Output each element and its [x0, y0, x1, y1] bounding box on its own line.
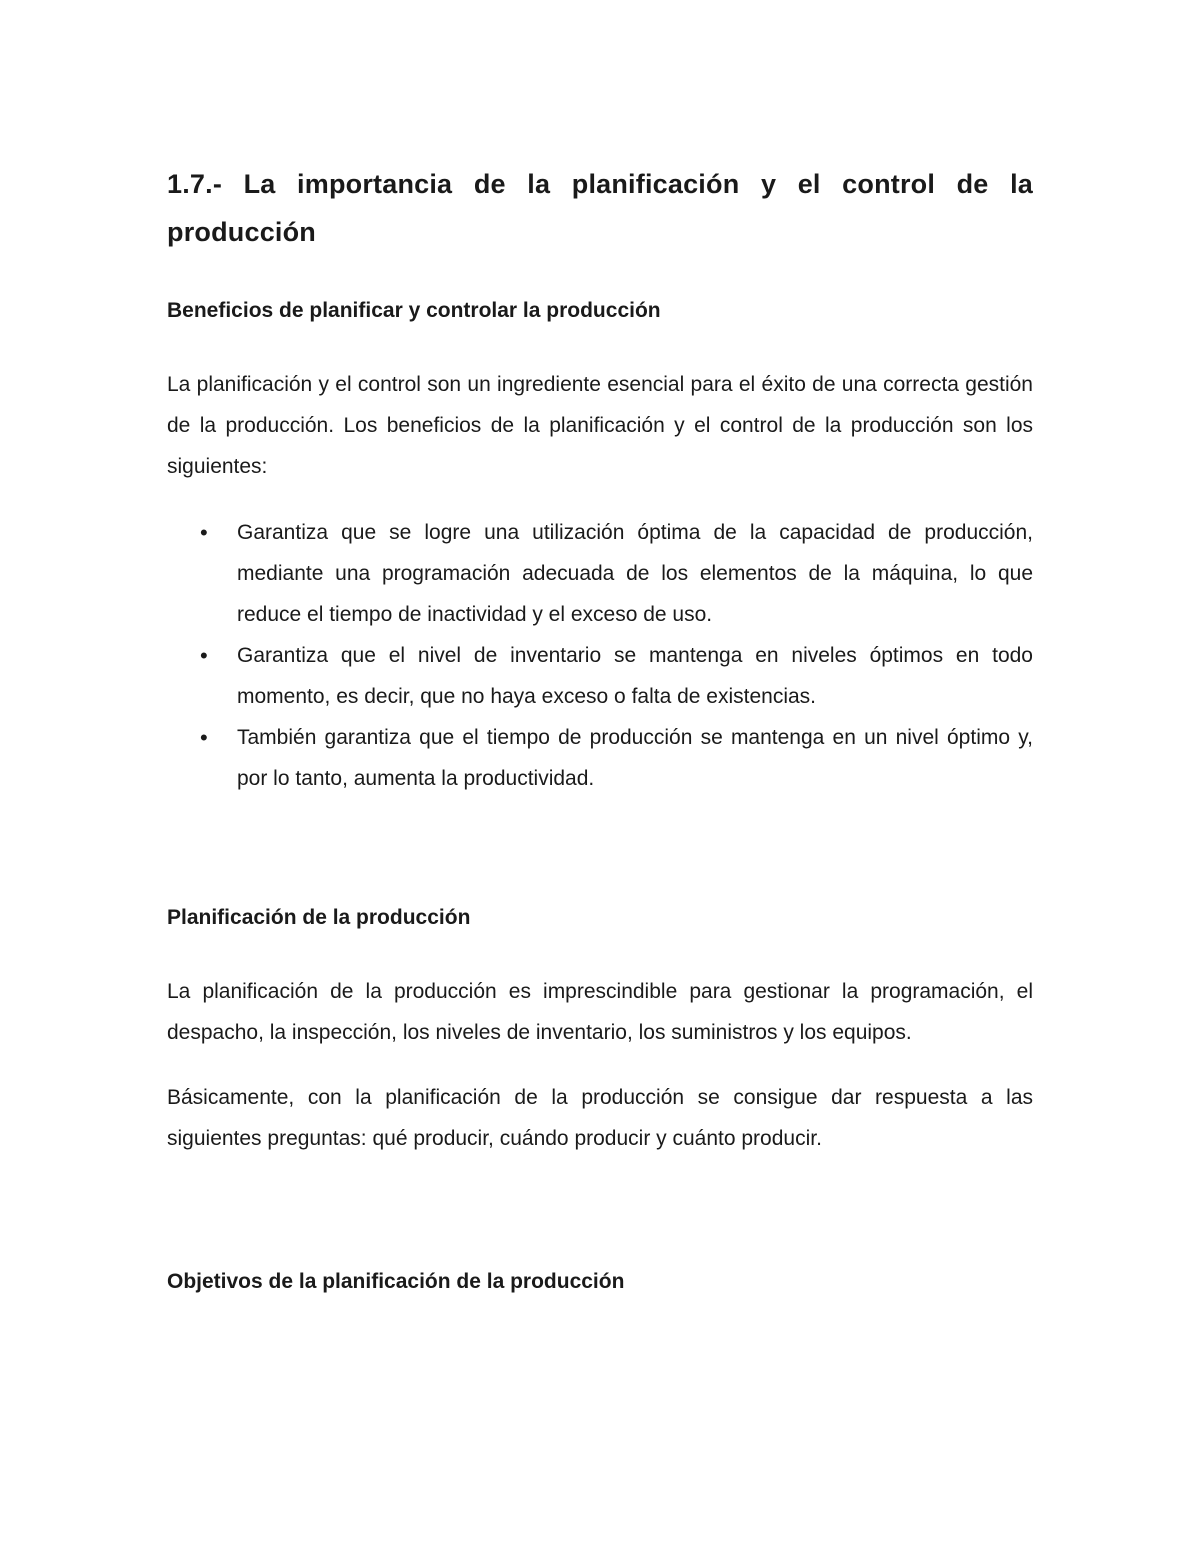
section-heading-planificacion: Planificación de la producción — [167, 906, 471, 929]
document-title: 1.7.- La importancia de la planificación y el control de la producción — [167, 169, 1033, 247]
bullet-icon: • — [200, 643, 208, 668]
bullet-icon: • — [200, 520, 208, 545]
section-heading-objetivos: Objetivos de la planificación de la producción — [167, 1270, 625, 1293]
list-item — [167, 717, 1033, 799]
list-item — [167, 635, 1033, 717]
document-page — [167, 160, 1033, 1297]
list-item-text: Garantiza que el nivel de inventario se mantenga en niveles óptimos en todo momento, es decir, que no haya exceso o falta de existencias. — [237, 644, 1033, 708]
bullet-icon: • — [200, 725, 208, 750]
paragraph-beneficios-intro: La planificación y el control son un ingrediente esencial para el éxito de una correcta gestión de la producción. Los beneficios de la planificación y el control de la producción son los siguientes: — [167, 373, 1033, 478]
list-item-text: También garantiza que el tiempo de producción se mantenga en un nivel óptimo y, por lo tanto, aumenta la productividad. — [237, 726, 1033, 790]
paragraph-planificacion-2: Básicamente, con la planificación de la producción se consigue dar respuesta a las siguientes preguntas: qué producir, cuándo producir y cuánto producir. — [167, 1086, 1033, 1150]
section-heading-beneficios: Beneficios de planificar y controlar la producción — [167, 299, 661, 322]
paragraph-planificacion-1: La planificación de la producción es imprescindible para gestionar la programación, el despacho, la inspección, los niveles de inventario, los suministros y los equipos. — [167, 980, 1033, 1044]
list-item-text: Garantiza que se logre una utilización óptima de la capacidad de producción, mediante una programación adecuada de los elementos de la máquina, lo que reduce el tiempo de inactividad y el exceso de uso. — [237, 521, 1033, 626]
list-item — [167, 512, 1033, 635]
benefits-list — [167, 512, 1033, 799]
